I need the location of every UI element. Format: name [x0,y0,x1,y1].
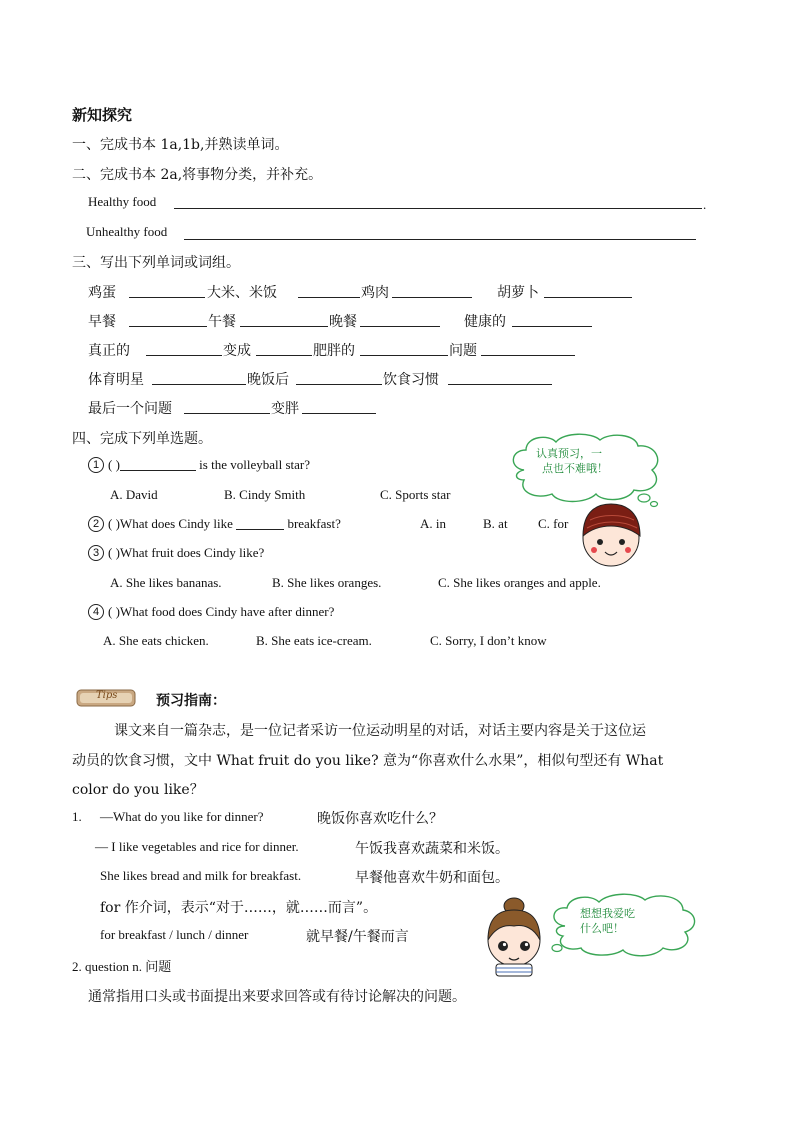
vocab-blank[interactable] [392,297,472,298]
vocab-blank[interactable] [360,355,448,356]
healthy-food-label: Healthy food [88,194,157,209]
note-1-phrase-cn: 就早餐/午餐而言 [306,929,409,945]
answer-paren[interactable]: ( ) [108,604,120,619]
guide-paragraph-line-3: color do you like？ [72,782,204,798]
vocab-item: 肥胖的 [313,343,355,359]
note-1-question: —What do you like for dinner? [100,809,264,824]
vocab-item: 晚餐 [329,314,357,330]
question-number: 4 [88,604,104,620]
vocab-item: 变胖 [271,401,299,417]
vocab-blank[interactable] [512,326,592,327]
unhealthy-food-line[interactable] [184,239,696,240]
option-c[interactable]: C. She likes oranges and apple. [438,575,601,590]
vocab-item: 鸡肉 [361,285,389,301]
note-1-answer: — I like vegetables and rice for dinner. [95,839,299,854]
option-b[interactable]: B. Cindy Smith [224,487,306,502]
answer-blank[interactable] [236,517,284,530]
vocab-blank[interactable] [129,297,205,298]
note-2-title: 2. question n. 问题 [72,959,172,974]
question-2 [88,516,341,532]
note-1-question-cn: 晚饭你喜欢吃什么？ [317,811,443,827]
vocab-blank[interactable] [302,413,376,414]
vocab-item: 变成 [223,343,251,359]
vocab-item: 大米、米饭 [207,285,277,301]
guide-paragraph-line-2: 动员的饮食习惯，文中 What fruit do you like? 意为“你喜欢什么水果”，相似句型还有 What [72,753,664,769]
option-a[interactable]: A. David [110,487,158,502]
vocab-item: 真正的 [88,343,130,359]
cloud-1-line-1: 认真预习，一 [536,447,602,460]
vocab-blank[interactable] [129,326,207,327]
option-b[interactable]: B. at [483,516,508,531]
question-4 [88,604,334,620]
task-3: 三、写出下列单词或词组。 [72,255,240,271]
note-2-description: 通常指用口头或书面提出来要求回答或有待讨论解决的问题。 [88,989,466,1005]
option-a[interactable]: A. She eats chicken. [103,633,209,648]
answer-paren[interactable]: ( ) [108,457,120,472]
vocab-item: 鸡蛋 [88,285,116,301]
cloud-2-line-1: 想想我爱吃 [580,907,635,920]
vocab-item: 问题 [449,343,477,359]
guide-paragraph-line-1: 课文来自一篇杂志，是一位记者采访一位运动明星的对话，对话主要内容是关于这位运 [114,723,646,739]
healthy-food-line[interactable] [174,208,702,209]
answer-paren[interactable]: ( ) [108,516,120,531]
question-number: 2 [88,516,104,532]
option-c[interactable]: C. Sports star [380,487,451,502]
vocab-blank[interactable] [360,326,440,327]
question-text-2: breakfast? [284,516,341,531]
vocab-blank[interactable] [256,355,312,356]
vocab-blank[interactable] [296,384,382,385]
option-c[interactable]: C. Sorry, I don’t know [430,633,547,648]
option-a[interactable]: A. in [420,516,446,531]
task-2: 二、完成书本 2a,将事物分类，并补充。 [72,167,323,183]
vocab-item: 晚饭后 [247,372,289,388]
question-3 [88,545,264,561]
hat-kid-illustration [578,500,644,570]
note-1-answer-cn: 午饭我喜欢蔬菜和米饭。 [355,841,509,857]
answer-blank[interactable] [120,458,196,471]
healthy-food-end: . [703,197,707,212]
note-1-example: She likes bread and milk for breakfast. [100,868,302,883]
option-b[interactable]: B. She likes oranges. [272,575,382,590]
question-text: is the volleyball star? [195,457,311,472]
question-text: What food does Cindy have after dinner? [119,604,335,619]
cloud-2-line-2: 什么吧！ [580,922,624,935]
option-c[interactable]: C. for [538,516,569,531]
vocab-blank[interactable] [298,297,360,298]
vocab-item: 健康的 [464,314,506,330]
note-1-phrase: for breakfast / lunch / dinner [100,927,249,942]
vocab-blank[interactable] [448,384,552,385]
section-heading: 新知探究 [72,106,133,124]
unhealthy-food-label: Unhealthy food [86,224,168,239]
question-1 [88,457,310,473]
guide-title: 预习指南： [156,693,226,709]
vocab-item: 胡萝卜 [497,285,539,301]
question-text: What does Cindy like [119,516,233,531]
vocab-blank[interactable] [240,326,328,327]
vocab-blank[interactable] [184,413,270,414]
vocab-item: 早餐 [88,314,116,330]
task-1: 一、完成书本 1a,1b,并熟读单词。 [72,137,289,153]
option-b[interactable]: B. She eats ice-cream. [256,633,372,648]
vocab-item: 体育明星 [88,372,144,388]
vocab-blank[interactable] [481,355,575,356]
vocab-blank[interactable] [544,297,632,298]
girl-illustration [480,896,548,978]
answer-paren[interactable]: ( ) [108,545,120,560]
cloud-1-line-2: 点也不难哦！ [542,462,608,475]
note-1-example-cn: 早餐他喜欢牛奶和面包。 [355,870,509,886]
option-a[interactable]: A. She likes bananas. [110,575,222,590]
question-number: 1 [88,457,104,473]
vocab-blank[interactable] [146,355,222,356]
task-4: 四、完成下列单选题。 [72,431,212,447]
vocab-item: 饮食习惯 [383,372,439,388]
note-1-for-explain: for 作介词，表示“对于……，就……而言”。 [100,900,378,916]
note-1-number: 1. [72,809,82,824]
tips-badge-label: Tips [96,690,118,701]
vocab-item: 最后一个问题 [88,401,172,417]
vocab-blank[interactable] [152,384,246,385]
question-number: 3 [88,545,104,561]
question-text: What fruit does Cindy like? [119,545,265,560]
vocab-item: 午餐 [208,314,236,330]
